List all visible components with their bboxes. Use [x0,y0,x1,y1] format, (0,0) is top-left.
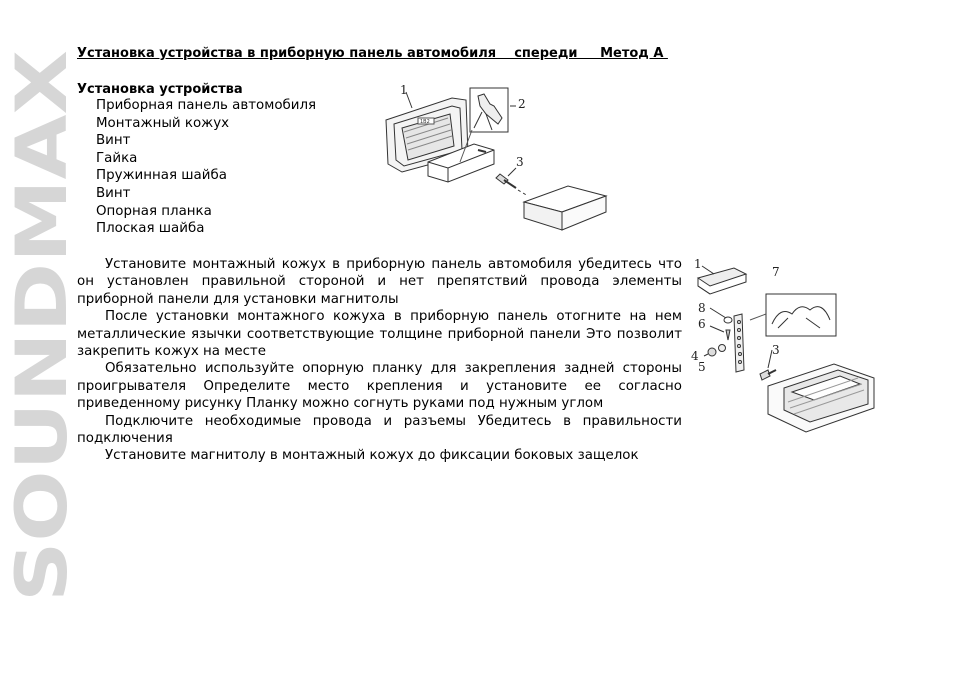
list-item: Приборная панель автомобиля [96,98,317,113]
callout-label: 7 [772,265,780,279]
support-strap-drawing [734,314,744,372]
brand-watermark [1,46,83,606]
list-item: Монтажный кожух [96,115,230,131]
callout-label: 2 [518,97,526,111]
instructions-text [77,256,682,465]
head-unit-drawing [524,186,606,230]
callout-label: 4 [691,349,699,363]
installation-diagram-rear-strap [688,258,878,448]
parts-list [96,97,316,238]
inset-bending-tabs [750,294,836,336]
callout-label: 1 [400,83,408,97]
callout-label: 5 [698,360,706,374]
paragraph: Установите монтажный кожух в приборную панель автомобиля убедитесь что он установлен правильной стороной и нет препятствий провода элементы приборной панели для установки магнитолы [77,257,682,307]
callout-label: 8 [698,301,706,315]
page-title: Установка устройства в приборную панель автомобиля спереди Метод А [77,46,668,61]
paragraph: Подключите необходимые провода и разъемы Убедитесь в правильности подключения [77,413,682,447]
svg-text:1B2: 1B2 [420,119,430,125]
section-heading: Установка устройства [77,82,243,97]
callout-label: 1 [694,257,702,271]
mounting-sleeve-drawing [698,268,746,294]
list-item: Винт [96,133,131,149]
installation-diagram-front [382,84,608,234]
paragraph: После установки монтажного кожуха в приборную панель отогните на нем металлические язычки соответствующие толщине приборной панели Это позволит закрепить кожух на месте [77,309,682,360]
callout-label: 6 [698,317,706,331]
list-item: Винт [96,185,131,201]
paragraph: Установите магнитолу в монтажный кожух до фиксации боковых защелок [105,448,639,464]
callout-label: 3 [516,155,524,169]
head-unit-drawing [768,364,874,432]
list-item: Плоская шайба [96,221,205,237]
callout-label: 3 [772,343,780,357]
screw-drawing [496,174,528,196]
list-item: Гайка [96,150,138,166]
brand-logo-text: SOUNDMAX [1,140,83,602]
paragraph: Обязательно используйте опорную планку для закрепления задней стороны проигрывателя Определите место крепления и установите ее согласно приведенному рисунку Планку можно согнуть руками под нужным углом [77,361,682,412]
list-item: Пружинная шайба [96,168,227,184]
list-item: Опорная планка [96,203,212,219]
